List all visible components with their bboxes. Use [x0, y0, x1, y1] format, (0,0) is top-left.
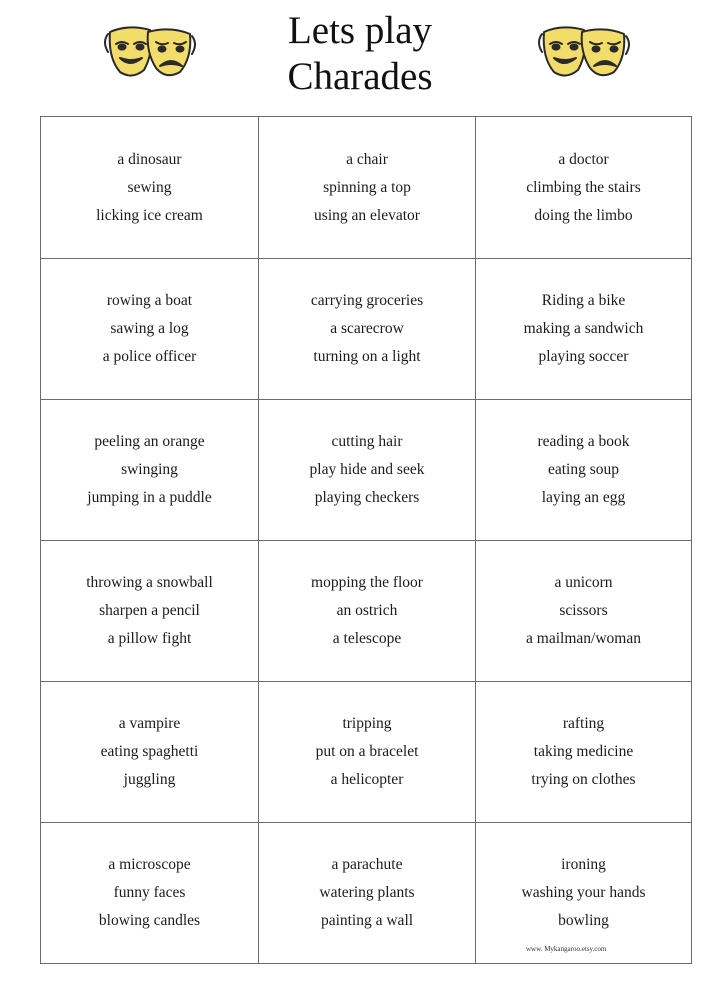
charade-item: a helicopter — [330, 771, 404, 788]
charade-item: scissors — [559, 602, 608, 619]
charade-item: eating spaghetti — [100, 743, 199, 760]
charade-item: a police officer — [102, 348, 197, 365]
charade-item: reading a book — [537, 433, 630, 450]
charades-card — [476, 400, 691, 540]
page-header — [0, 0, 720, 110]
charade-item: Riding a bike — [541, 292, 626, 309]
title-line-1: Lets play — [287, 9, 433, 52]
charade-item: swinging — [121, 461, 178, 478]
charade-item: a chair — [346, 150, 388, 168]
charade-item: a scarecrow — [330, 320, 404, 337]
charade-item: a dinosaur — [117, 150, 182, 168]
charade-item: an ostrich — [336, 602, 398, 619]
charade-item: eating soup — [547, 461, 620, 478]
charade-item: sawing a log — [110, 320, 189, 337]
charade-item: a microscope — [108, 856, 191, 873]
charade-item: funny faces — [113, 884, 186, 901]
charades-card — [259, 541, 475, 681]
charade-item: a unicorn — [554, 574, 613, 591]
charade-item: washing your hands — [521, 884, 646, 901]
charades-card — [41, 541, 258, 681]
charades-card — [476, 541, 691, 681]
charade-item: bowling — [558, 912, 609, 929]
charade-item: using an elevator — [314, 206, 420, 224]
charade-item: a doctor — [558, 150, 609, 168]
charades-grid — [40, 116, 692, 964]
charade-item: taking medicine — [533, 743, 634, 760]
charade-item: mopping the floor — [311, 574, 423, 591]
charade-item: carrying groceries — [310, 292, 424, 309]
charade-item: put on a bracelet — [315, 743, 419, 760]
charade-item: playing checkers — [314, 489, 420, 506]
charade-item: doing the limbo — [534, 206, 633, 224]
charade-item: a telescope — [332, 630, 402, 647]
charades-card — [41, 259, 258, 399]
charades-card — [476, 682, 691, 822]
charade-item: watering plants — [319, 884, 415, 901]
charade-item: licking ice cream — [96, 206, 203, 224]
charade-item: laying an egg — [541, 489, 626, 506]
charades-card — [259, 117, 475, 258]
charade-item: rowing a boat — [106, 292, 193, 309]
charade-item: painting a wall — [320, 912, 414, 929]
theater-masks-icon — [538, 22, 630, 82]
charades-card — [259, 682, 475, 822]
charades-card — [259, 400, 475, 540]
credit-text: www. Mykangaroo.etsy.com — [526, 945, 607, 953]
charade-item: juggling — [123, 771, 176, 788]
charade-item: rafting — [562, 715, 605, 732]
charade-item: peeling an orange — [94, 433, 205, 450]
charade-item: a mailman/woman — [526, 630, 641, 647]
charade-item: sharpen a pencil — [99, 602, 200, 619]
charade-item: spinning a top — [323, 178, 411, 196]
charade-item: play hide and seek — [309, 461, 425, 478]
charades-card — [476, 117, 691, 258]
charades-card — [259, 823, 475, 963]
charade-item: turning on a light — [313, 348, 421, 365]
charade-item: trying on clothes — [531, 771, 636, 788]
title-line-2: Charades — [287, 55, 433, 98]
charades-card — [476, 259, 691, 399]
charade-item: ironing — [561, 856, 606, 873]
charades-card — [476, 823, 691, 963]
charade-item: tripping — [342, 715, 392, 732]
charade-item: a vampire — [118, 715, 181, 732]
charades-card — [41, 117, 258, 258]
charade-item: a pillow fight — [107, 630, 192, 647]
charades-card — [41, 823, 258, 963]
charade-item: making a sandwich — [523, 320, 644, 337]
charade-item: cutting hair — [331, 433, 403, 450]
charade-item: throwing a snowball — [86, 574, 213, 591]
charades-card — [259, 259, 475, 399]
charades-card — [41, 682, 258, 822]
charade-item: sewing — [127, 178, 172, 196]
charade-item: a parachute — [331, 856, 403, 873]
charade-item: climbing the stairs — [526, 178, 641, 196]
charade-item: playing soccer — [538, 348, 629, 365]
charade-item: blowing candles — [98, 912, 201, 929]
charade-item: jumping in a puddle — [87, 489, 212, 506]
charades-card — [41, 400, 258, 540]
